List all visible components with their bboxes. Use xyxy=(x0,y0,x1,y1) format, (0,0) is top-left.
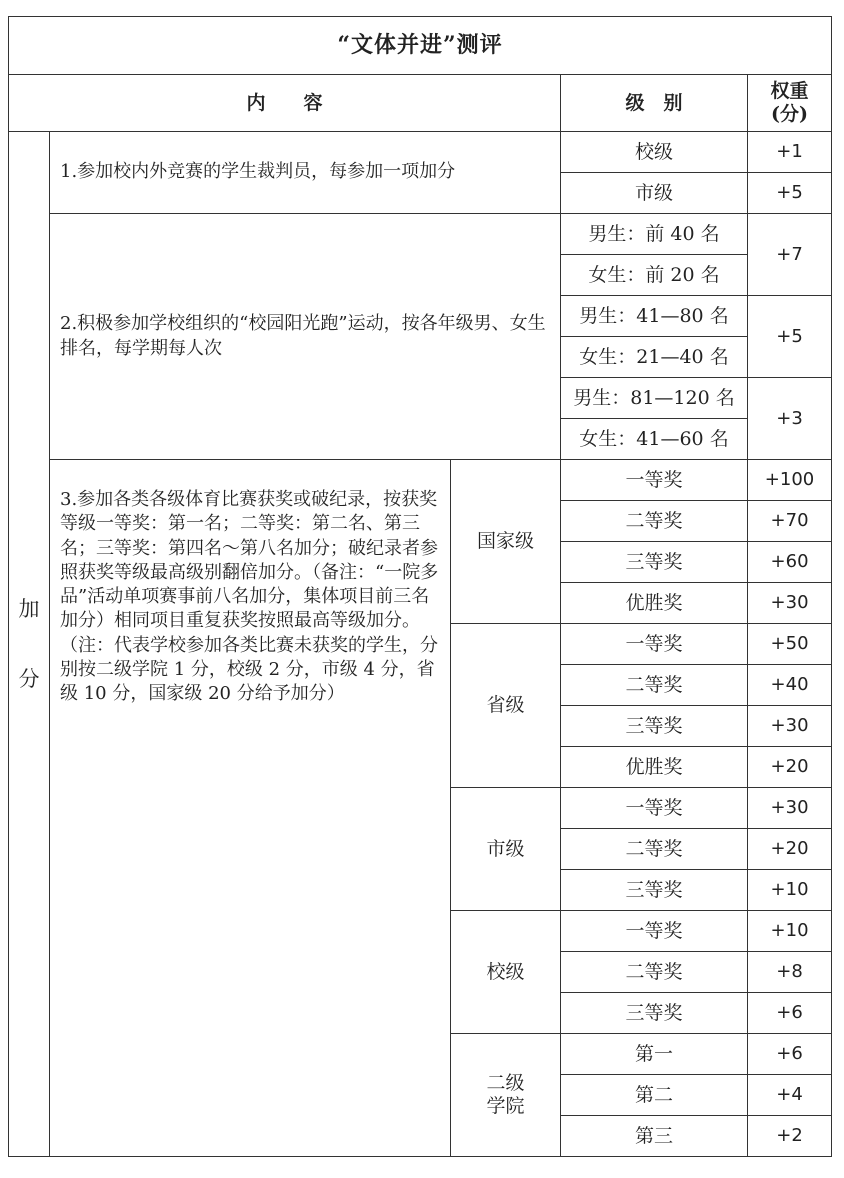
header-level: 级 别 xyxy=(561,75,748,132)
header-row xyxy=(9,75,832,132)
level-name: 校级 xyxy=(451,911,561,1034)
award-weight: +6 xyxy=(748,1034,832,1075)
item-3-text: 3.参加各类各级体育比赛获奖或破纪录，按获奖等级一等奖：第一名；二等奖：第二名、第三名；三等奖：第四名～第八名加分；破纪录者参照获奖等级最高级别翻倍加分。（备注：“一院多品”活动单项赛事前八名加分，集体项目前三名加分）相同项目重复获奖按照最高等级加分。（注：代表学校参加各类比赛未获奖的学生，分别按二级学院 1 分，校级 2 分，市级 4 分，省级 10 分，国家级 20 分给予加分） xyxy=(50,460,451,1157)
award-weight: +2 xyxy=(748,1116,832,1157)
item-1-weight: +1 xyxy=(748,132,832,173)
award-weight: +30 xyxy=(748,583,832,624)
item-2-rank: 男生：41—80 名 xyxy=(561,296,748,337)
award-name: 三等奖 xyxy=(561,542,748,583)
award-name: 一等奖 xyxy=(561,460,748,501)
award-name: 二等奖 xyxy=(561,501,748,542)
award-name: 优胜奖 xyxy=(561,583,748,624)
item-1-level: 校级 xyxy=(561,132,748,173)
table-title: “文体并进”测评 xyxy=(9,17,832,75)
award-weight: +30 xyxy=(748,788,832,829)
award-name: 二等奖 xyxy=(561,829,748,870)
award-weight: +8 xyxy=(748,952,832,993)
award-name: 第三 xyxy=(561,1116,748,1157)
award-name: 一等奖 xyxy=(561,788,748,829)
item-1-weight: +5 xyxy=(748,173,832,214)
side-label-bonus: 加 分 xyxy=(9,132,50,1157)
title-row xyxy=(9,17,832,75)
award-weight: +10 xyxy=(748,870,832,911)
award-name: 三等奖 xyxy=(561,706,748,747)
award-name: 一等奖 xyxy=(561,624,748,665)
item-2-text: 2.积极参加学校组织的“校园阳光跑”运动，按各年级男、女生排名，每学期每人次 xyxy=(50,214,561,460)
award-name: 三等奖 xyxy=(561,993,748,1034)
award-weight: +40 xyxy=(748,665,832,706)
award-weight: +70 xyxy=(748,501,832,542)
item-1-text: 1.参加校内外竞赛的学生裁判员，每参加一项加分 xyxy=(50,132,561,214)
item-2-rank: 男生：前 40 名 xyxy=(561,214,748,255)
evaluation-table xyxy=(8,16,832,1157)
level-name: 二级 学院 xyxy=(451,1034,561,1157)
award-name: 二等奖 xyxy=(561,952,748,993)
header-content: 内 容 xyxy=(9,75,561,132)
award-name: 一等奖 xyxy=(561,911,748,952)
table-row xyxy=(9,460,832,501)
award-weight: +50 xyxy=(748,624,832,665)
award-weight: +20 xyxy=(748,747,832,788)
award-weight: +30 xyxy=(748,706,832,747)
award-weight: +20 xyxy=(748,829,832,870)
item-2-rank: 女生：前 20 名 xyxy=(561,255,748,296)
table-row xyxy=(9,214,832,255)
level-name: 国家级 xyxy=(451,460,561,624)
item-2-weight: +7 xyxy=(748,214,832,296)
item-2-rank: 女生：41—60 名 xyxy=(561,419,748,460)
item-2-rank: 女生：21—40 名 xyxy=(561,337,748,378)
award-name: 优胜奖 xyxy=(561,747,748,788)
level-name: 市级 xyxy=(451,788,561,911)
award-name: 第二 xyxy=(561,1075,748,1116)
award-weight: +10 xyxy=(748,911,832,952)
level-name: 省级 xyxy=(451,624,561,788)
table-row xyxy=(9,132,832,173)
item-1-level: 市级 xyxy=(561,173,748,214)
award-weight: +4 xyxy=(748,1075,832,1116)
award-name: 第一 xyxy=(561,1034,748,1075)
award-name: 三等奖 xyxy=(561,870,748,911)
award-weight: +100 xyxy=(748,460,832,501)
header-weight: 权重 (分) xyxy=(748,75,832,132)
item-2-rank: 男生：81—120 名 xyxy=(561,378,748,419)
item-2-weight: +3 xyxy=(748,378,832,460)
award-weight: +6 xyxy=(748,993,832,1034)
item-2-weight: +5 xyxy=(748,296,832,378)
award-weight: +60 xyxy=(748,542,832,583)
award-name: 二等奖 xyxy=(561,665,748,706)
